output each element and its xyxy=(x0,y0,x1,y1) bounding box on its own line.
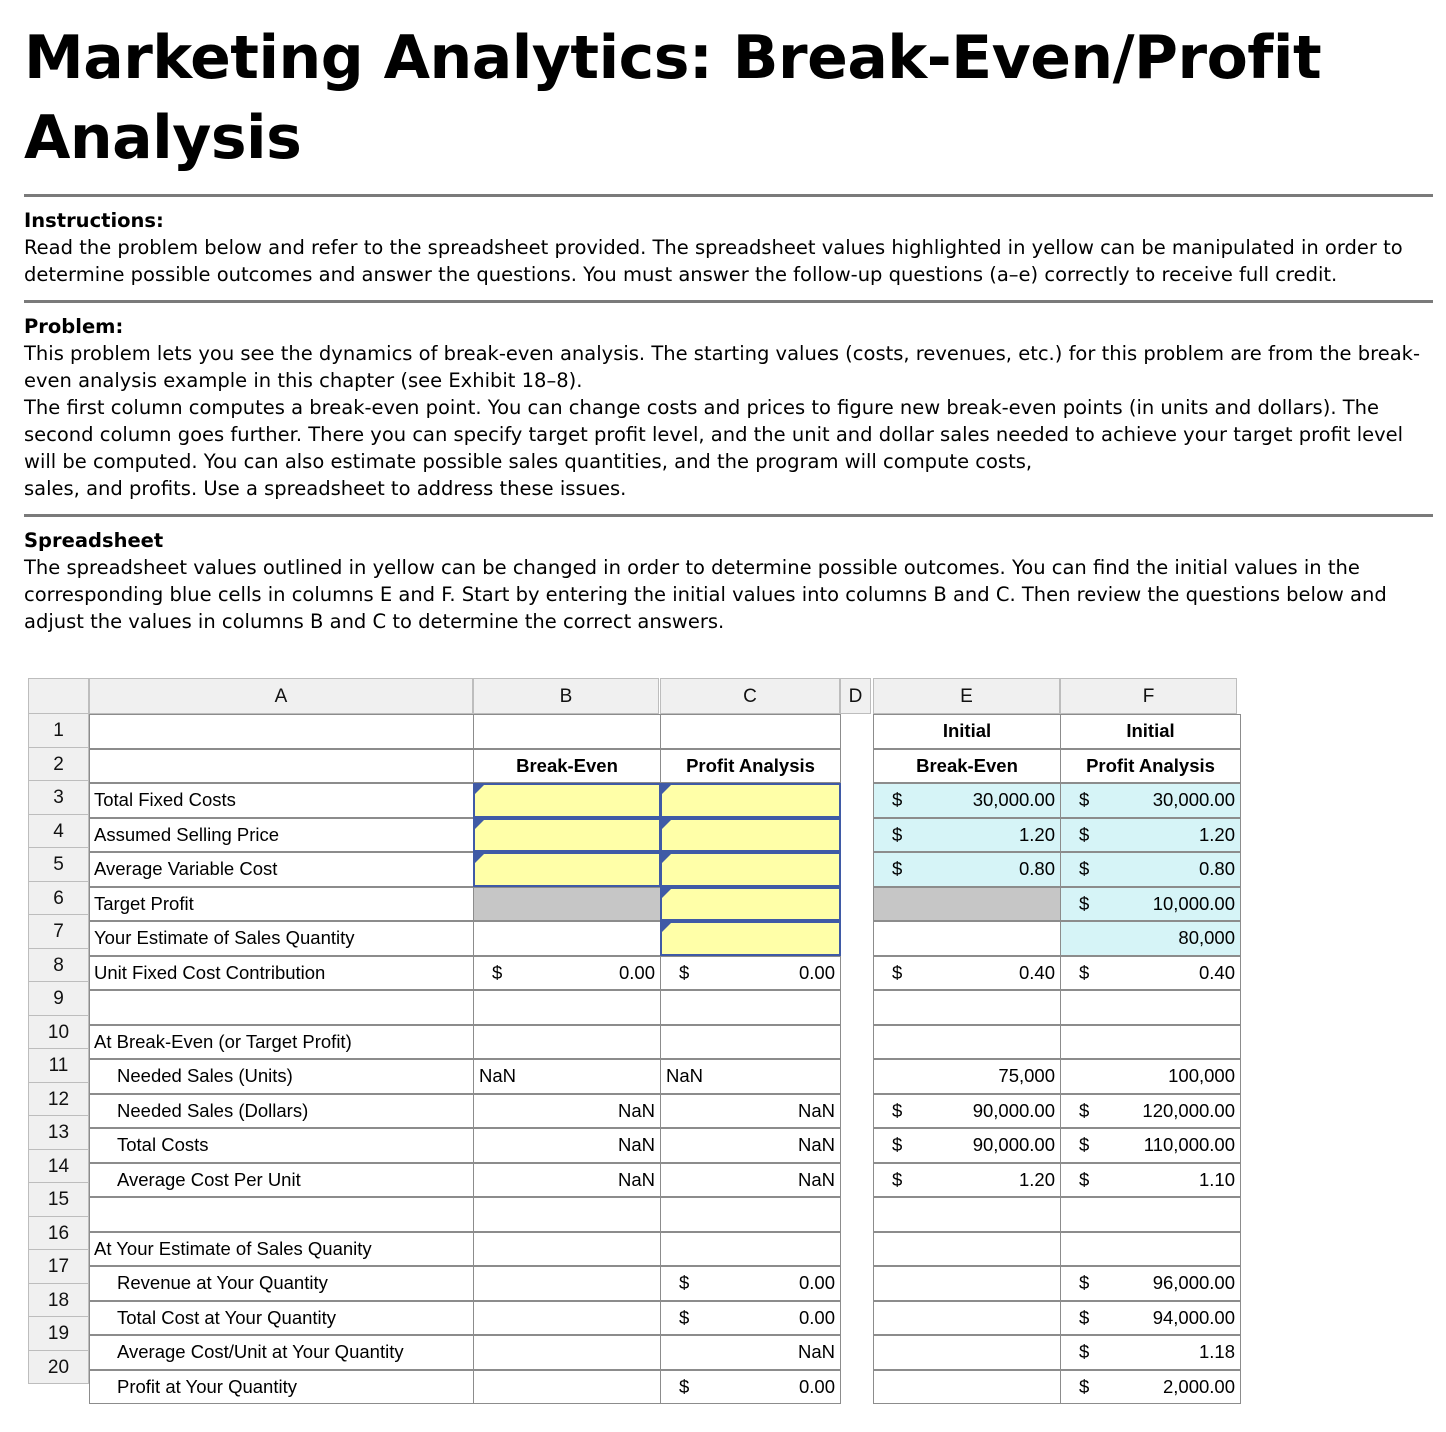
currency-symbol: $ xyxy=(1079,1375,1090,1397)
currency-symbol: $ xyxy=(1079,1099,1090,1121)
cell-value: 80,000 xyxy=(1178,927,1235,948)
cell-b9[interactable] xyxy=(473,990,661,1025)
page-content xyxy=(24,0,1433,635)
cell-a16[interactable] xyxy=(89,1232,474,1267)
currency-symbol: $ xyxy=(679,961,690,983)
editable-cell-marker-icon xyxy=(475,785,484,794)
problem-heading: Problem: xyxy=(24,315,124,338)
cell-value: 1.20 xyxy=(1198,823,1235,845)
row-header-7[interactable]: 7 xyxy=(28,915,89,949)
currency-symbol: $ xyxy=(1079,1134,1090,1155)
cell-e9[interactable] xyxy=(873,990,1061,1025)
row-header-20[interactable]: 20 xyxy=(28,1351,89,1385)
currency-symbol: $ xyxy=(892,789,903,810)
cell-b19[interactable] xyxy=(473,1335,661,1370)
editable-cell-marker-icon xyxy=(662,923,671,932)
cell-c2[interactable] xyxy=(660,749,841,784)
currency-symbol: $ xyxy=(1079,823,1090,845)
currency-symbol: $ xyxy=(679,1272,690,1293)
instructions-heading: Instructions: xyxy=(24,209,164,232)
cell-a6[interactable] xyxy=(89,887,474,922)
row-header-5[interactable]: 5 xyxy=(28,848,89,882)
divider xyxy=(24,194,1433,197)
cell-a18[interactable] xyxy=(89,1301,474,1336)
row-label: Unit Fixed Cost Contribution xyxy=(94,961,326,983)
cell-e4[interactable] xyxy=(873,818,1061,853)
cell-f6[interactable] xyxy=(1060,887,1241,922)
editable-cell-marker-icon xyxy=(662,889,671,898)
column-header-f[interactable]: F xyxy=(1060,678,1237,714)
cell-a9[interactable] xyxy=(89,990,474,1025)
instructions-section xyxy=(24,207,1433,288)
cell-b1[interactable] xyxy=(473,714,661,749)
currency-symbol: $ xyxy=(892,1168,903,1190)
cell-c12[interactable] xyxy=(660,1094,841,1129)
cell-c3[interactable] xyxy=(660,783,841,818)
cell-a14[interactable] xyxy=(89,1163,474,1198)
column-title: Profit Analysis xyxy=(1086,754,1215,776)
cell-f5[interactable] xyxy=(1060,852,1241,887)
cell-value: 90,000.00 xyxy=(972,1134,1055,1155)
cell-f15[interactable] xyxy=(1060,1197,1241,1232)
cell-value: 96,000.00 xyxy=(1152,1272,1235,1293)
row-header-3[interactable]: 3 xyxy=(28,781,89,815)
cell-f8[interactable] xyxy=(1060,956,1241,991)
cell-c16[interactable] xyxy=(660,1232,841,1267)
cell-e3[interactable] xyxy=(873,783,1061,818)
cell-a5[interactable] xyxy=(89,852,474,887)
cell-a12[interactable] xyxy=(89,1094,474,1129)
cell-c17[interactable] xyxy=(660,1266,841,1301)
problem-paragraph-1: This problem lets you see the dynamics of break-even analysis. The starting values (costs, revenues, etc.) for this problem are from the break-even analysis example in this chapter (see Exhibit 18–8). xyxy=(24,342,1420,392)
row-label: At Your Estimate of Sales Quanity xyxy=(94,1237,372,1259)
cell-a19[interactable] xyxy=(89,1335,474,1370)
editable-cell-marker-icon xyxy=(475,820,484,829)
column-title: Initial xyxy=(942,720,992,741)
cell-b3[interactable] xyxy=(473,783,661,818)
cell-e12[interactable] xyxy=(873,1094,1061,1129)
row-label: Total Cost at Your Quantity xyxy=(117,1306,337,1328)
editable-cell-marker-icon xyxy=(662,785,671,794)
cell-b10[interactable] xyxy=(473,1025,661,1060)
cell-e16[interactable] xyxy=(873,1232,1061,1267)
cell-value: NaN xyxy=(666,1065,704,1086)
row-header-10[interactable]: 10 xyxy=(28,1016,89,1050)
cell-c19[interactable] xyxy=(660,1335,841,1370)
cell-a2[interactable] xyxy=(89,749,474,784)
row-header-14[interactable]: 14 xyxy=(28,1150,89,1184)
cell-value: 0.40 xyxy=(1018,961,1055,983)
cell-b5[interactable] xyxy=(473,852,661,887)
cell-value: 0.00 xyxy=(798,1375,835,1397)
cell-f13[interactable] xyxy=(1060,1128,1241,1163)
row-header-17[interactable]: 17 xyxy=(28,1250,89,1284)
cell-e1[interactable] xyxy=(873,714,1061,749)
cell-e14[interactable] xyxy=(873,1163,1061,1198)
cell-f19[interactable] xyxy=(1060,1335,1241,1370)
spreadsheet-section xyxy=(24,527,1433,635)
cell-b16[interactable] xyxy=(473,1232,661,1267)
cell-e5[interactable] xyxy=(873,852,1061,887)
problem-paragraph-3: sales, and profits. Use a spreadsheet to address these issues. xyxy=(24,477,627,500)
currency-symbol: $ xyxy=(1079,858,1090,879)
instructions-text: Read the problem below and refer to the spreadsheet provided. The spreadsheet values highlighted in yellow can be manipulated in order to determine possible outcomes and answer the questions. You must answer the follow-up questions (a–e) correctly to receive full credit. xyxy=(24,236,1403,286)
cell-f18[interactable] xyxy=(1060,1301,1241,1336)
cell-value: 30,000.00 xyxy=(972,789,1055,810)
row-label: Target Profit xyxy=(94,892,194,914)
cell-b2[interactable] xyxy=(473,749,661,784)
cell-value: 2,000.00 xyxy=(1162,1375,1235,1397)
cell-f11[interactable] xyxy=(1060,1059,1241,1094)
cell-e13[interactable] xyxy=(873,1128,1061,1163)
row-header-19[interactable]: 19 xyxy=(28,1317,89,1351)
cell-f3[interactable] xyxy=(1060,783,1241,818)
problem-section xyxy=(24,313,1433,502)
cell-value: NaN xyxy=(797,1099,835,1121)
cell-value: 1.18 xyxy=(1198,1341,1235,1362)
cell-e15[interactable] xyxy=(873,1197,1061,1232)
cell-value: 0.00 xyxy=(798,1272,835,1293)
cell-value: 75,000 xyxy=(998,1065,1055,1086)
cell-c18[interactable] xyxy=(660,1301,841,1336)
problem-paragraph-2: The first column computes a break-even point. You can change costs and prices to figure new break-even points (in units and dollars). The second column goes further. There you can specify target profit level, and the unit and dollar sales needed to achieve your target profit level will be computed. You can also estimate possible sales quantities, and the program will compute costs, xyxy=(24,396,1404,473)
row-header-13[interactable]: 13 xyxy=(28,1116,89,1150)
spreadsheet xyxy=(28,678,1240,1406)
currency-symbol: $ xyxy=(679,1375,690,1397)
row-label: Needed Sales (Units) xyxy=(117,1065,293,1086)
cell-a15[interactable] xyxy=(89,1197,474,1232)
cell-a7[interactable] xyxy=(89,921,474,956)
cell-c4[interactable] xyxy=(660,818,841,853)
cell-f9[interactable] xyxy=(1060,990,1241,1025)
cell-f10[interactable] xyxy=(1060,1025,1241,1060)
cell-b11[interactable] xyxy=(473,1059,661,1094)
cell-value: 0.80 xyxy=(1198,858,1235,879)
row-label: Average Cost/Unit at Your Quantity xyxy=(117,1341,404,1362)
currency-symbol: $ xyxy=(892,961,903,983)
divider xyxy=(24,300,1433,303)
cell-value: NaN xyxy=(479,1065,517,1086)
cell-e20[interactable] xyxy=(873,1370,1061,1405)
column-title: Profit Analysis xyxy=(686,754,815,776)
column-header-b[interactable]: B xyxy=(473,678,659,714)
row-label: At Break-Even (or Target Profit) xyxy=(94,1030,352,1052)
cell-b20[interactable] xyxy=(473,1370,661,1405)
cell-b7[interactable] xyxy=(473,921,661,956)
cell-value: 0.80 xyxy=(1018,858,1055,879)
cell-value: 1.20 xyxy=(1018,1168,1055,1190)
row-header-6[interactable]: 6 xyxy=(28,882,89,916)
cell-e18[interactable] xyxy=(873,1301,1061,1336)
cell-b15[interactable] xyxy=(473,1197,661,1232)
cell-a13[interactable] xyxy=(89,1128,474,1163)
currency-symbol: $ xyxy=(1079,892,1090,914)
cell-e17[interactable] xyxy=(873,1266,1061,1301)
cell-value: 1.20 xyxy=(1018,823,1055,845)
cell-a1[interactable] xyxy=(89,714,474,749)
cell-f14[interactable] xyxy=(1060,1163,1241,1198)
row-header-12[interactable]: 12 xyxy=(28,1083,89,1117)
cell-e19[interactable] xyxy=(873,1335,1061,1370)
currency-symbol: $ xyxy=(1079,789,1090,810)
currency-symbol: $ xyxy=(1079,1341,1090,1362)
cell-e7[interactable] xyxy=(873,921,1061,956)
editable-cell-marker-icon xyxy=(475,854,484,863)
column-header-c[interactable]: C xyxy=(660,678,840,714)
cell-value: 0.00 xyxy=(618,961,655,983)
cell-c5[interactable] xyxy=(660,852,841,887)
row-label: Total Costs xyxy=(117,1134,209,1155)
cell-value: 0.00 xyxy=(798,961,835,983)
cell-c1[interactable] xyxy=(660,714,841,749)
row-header-4[interactable]: 4 xyxy=(28,815,89,849)
editable-cell-marker-icon xyxy=(662,820,671,829)
cell-f7[interactable] xyxy=(1060,921,1241,956)
currency-symbol: $ xyxy=(679,1306,690,1328)
cell-value: NaN xyxy=(617,1134,655,1155)
row-header-9[interactable]: 9 xyxy=(28,982,89,1016)
divider xyxy=(24,514,1433,517)
cell-c11[interactable] xyxy=(660,1059,841,1094)
cell-a11[interactable] xyxy=(89,1059,474,1094)
cell-value: 120,000.00 xyxy=(1142,1099,1235,1121)
cell-value: NaN xyxy=(617,1168,655,1190)
row-header-8[interactable]: 8 xyxy=(28,949,89,983)
cell-value: 0.00 xyxy=(798,1306,835,1328)
cell-e10[interactable] xyxy=(873,1025,1061,1060)
cell-b17[interactable] xyxy=(473,1266,661,1301)
cell-b18[interactable] xyxy=(473,1301,661,1336)
spreadsheet-text: The spreadsheet values outlined in yellow can be changed in order to determine possible outcomes. You can find the initial values in the corresponding blue cells in columns E and F. Start by entering the initial values into columns B and C. Then review the questions below and adjust the values in columns B and C to determine the correct answers. xyxy=(24,556,1387,633)
cell-a4[interactable] xyxy=(89,818,474,853)
row-header-1[interactable]: 1 xyxy=(28,714,89,748)
row-label: Total Fixed Costs xyxy=(94,789,236,810)
cell-value: NaN xyxy=(797,1341,835,1362)
cell-value: NaN xyxy=(617,1099,655,1121)
cell-value: NaN xyxy=(797,1168,835,1190)
cell-value: 0.40 xyxy=(1198,961,1235,983)
cell-value: 90,000.00 xyxy=(972,1099,1055,1121)
cell-c20[interactable] xyxy=(660,1370,841,1405)
currency-symbol: $ xyxy=(1079,1306,1090,1328)
currency-symbol: $ xyxy=(1079,1168,1090,1190)
cell-c15[interactable] xyxy=(660,1197,841,1232)
cell-b6[interactable] xyxy=(473,887,661,922)
row-label: Revenue at Your Quantity xyxy=(117,1272,328,1293)
column-header-a[interactable]: A xyxy=(89,678,473,714)
cell-c10[interactable] xyxy=(660,1025,841,1060)
page-title xyxy=(24,18,1433,178)
currency-symbol: $ xyxy=(1079,961,1090,983)
cell-b4[interactable] xyxy=(473,818,661,853)
row-label: Your Estimate of Sales Quantity xyxy=(94,927,355,948)
cell-c8[interactable] xyxy=(660,956,841,991)
column-header-e[interactable]: E xyxy=(873,678,1060,714)
cell-b12[interactable] xyxy=(473,1094,661,1129)
cell-value: 30,000.00 xyxy=(1152,789,1235,810)
cell-a8[interactable] xyxy=(89,956,474,991)
page-title-line1: Marketing Analytics: Break-Even/Profit xyxy=(24,23,1322,93)
cell-b8[interactable] xyxy=(473,956,661,991)
currency-symbol: $ xyxy=(1079,1272,1090,1293)
column-title: Break-Even xyxy=(916,754,1018,776)
currency-symbol: $ xyxy=(892,1099,903,1121)
row-header-2[interactable]: 2 xyxy=(28,748,89,782)
row-label: Average Variable Cost xyxy=(94,858,278,879)
row-label: Assumed Selling Price xyxy=(94,823,280,845)
cell-value: 94,000.00 xyxy=(1152,1306,1235,1328)
cell-value: 100,000 xyxy=(1168,1065,1235,1086)
currency-symbol: $ xyxy=(892,823,903,845)
row-header-15[interactable]: 15 xyxy=(28,1183,89,1217)
cell-a10[interactable] xyxy=(89,1025,474,1060)
row-label: Average Cost Per Unit xyxy=(117,1168,301,1190)
page-title-line2: Analysis xyxy=(24,103,302,173)
cell-value: NaN xyxy=(797,1134,835,1155)
cell-a3[interactable] xyxy=(89,783,474,818)
cell-e11[interactable] xyxy=(873,1059,1061,1094)
spreadsheet-heading: Spreadsheet xyxy=(24,529,164,552)
cell-value: 110,000.00 xyxy=(1143,1134,1235,1155)
row-header-18[interactable]: 18 xyxy=(28,1284,89,1318)
cell-a20[interactable] xyxy=(89,1370,474,1405)
cell-c7[interactable] xyxy=(660,921,841,956)
cell-b13[interactable] xyxy=(473,1128,661,1163)
cell-f12[interactable] xyxy=(1060,1094,1241,1129)
cell-f2[interactable] xyxy=(1060,749,1241,784)
currency-symbol: $ xyxy=(892,1134,903,1155)
column-header-d[interactable]: D xyxy=(840,678,871,714)
row-label: Profit at Your Quantity xyxy=(117,1375,297,1397)
column-title: Break-Even xyxy=(516,754,618,776)
cell-c13[interactable] xyxy=(660,1128,841,1163)
row-header-16[interactable]: 16 xyxy=(28,1217,89,1251)
cell-c14[interactable] xyxy=(660,1163,841,1198)
cell-e2[interactable] xyxy=(873,749,1061,784)
cell-a17[interactable] xyxy=(89,1266,474,1301)
cell-f17[interactable] xyxy=(1060,1266,1241,1301)
cell-f1[interactable] xyxy=(1060,714,1241,749)
currency-symbol: $ xyxy=(892,858,903,879)
cell-f4[interactable] xyxy=(1060,818,1241,853)
currency-symbol: $ xyxy=(492,961,503,983)
cell-f20[interactable] xyxy=(1060,1370,1241,1405)
cell-f16[interactable] xyxy=(1060,1232,1241,1267)
cell-b14[interactable] xyxy=(473,1163,661,1198)
cell-c9[interactable] xyxy=(660,990,841,1025)
sheet-corner[interactable] xyxy=(28,678,89,714)
cell-e6[interactable] xyxy=(873,887,1061,922)
column-title: Initial xyxy=(1126,720,1175,741)
cell-value: 10,000.00 xyxy=(1152,892,1235,914)
cell-e8[interactable] xyxy=(873,956,1061,991)
row-header-11[interactable]: 11 xyxy=(28,1049,89,1083)
editable-cell-marker-icon xyxy=(662,854,671,863)
row-label: Needed Sales (Dollars) xyxy=(117,1099,309,1121)
cell-c6[interactable] xyxy=(660,887,841,922)
cell-value: 1.10 xyxy=(1198,1168,1235,1190)
